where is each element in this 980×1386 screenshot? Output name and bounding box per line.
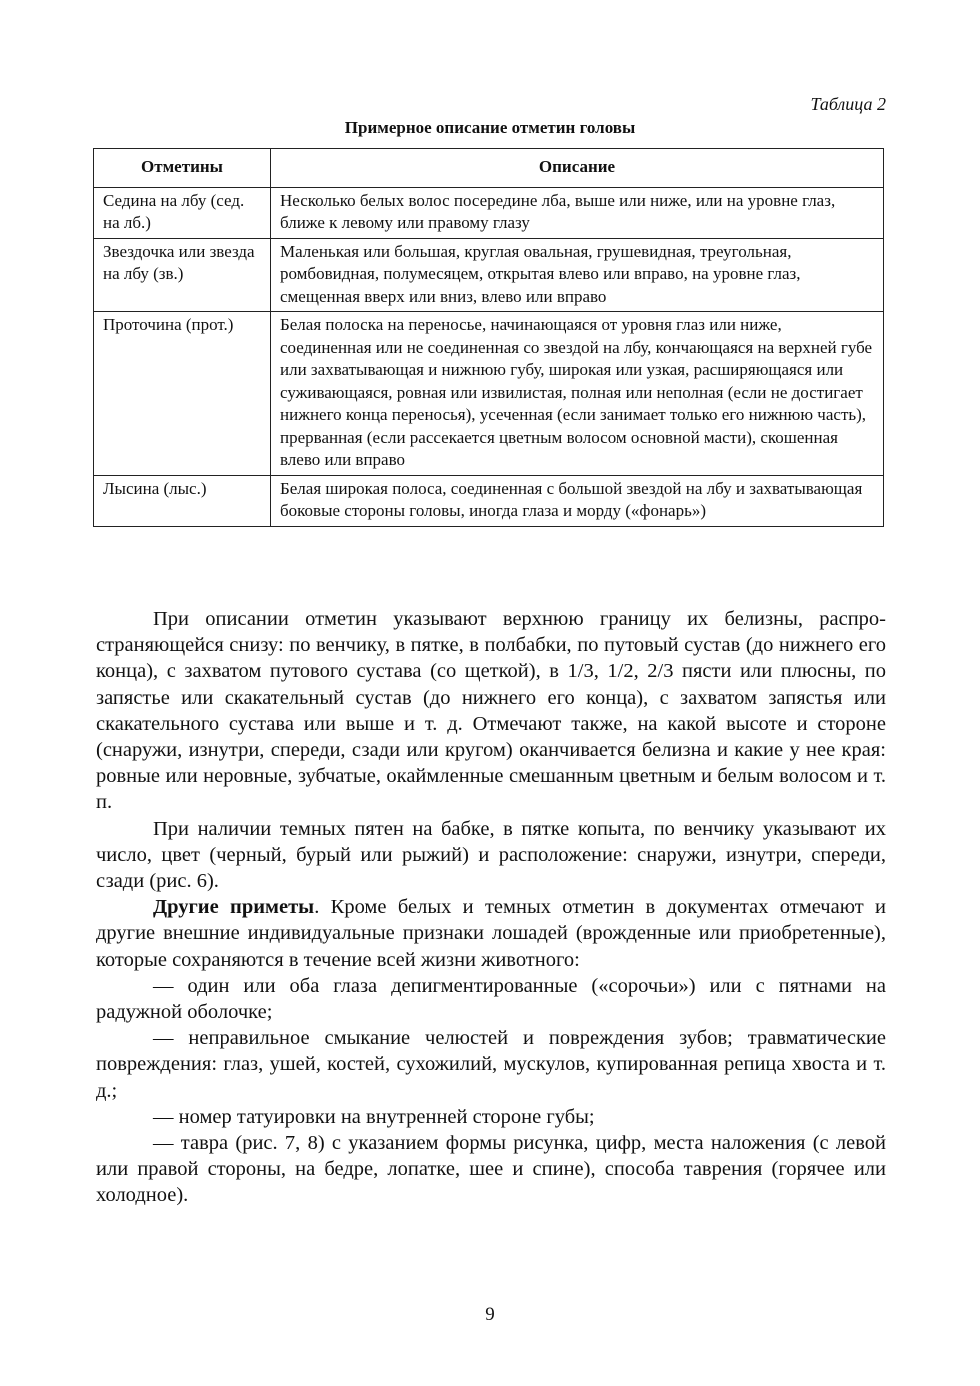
- mark-cell: Лысина (лыс.): [94, 475, 271, 526]
- table-row: [94, 312, 884, 476]
- list-item: — номер татуировки на внутренней стороне губы;: [153, 1105, 595, 1128]
- list-item: — неправильное смыкание челюстей и повреждения зубов; травматические повреждения: глаз, ушей, костей, сухожилий, мускулов, купированная репица хвоста и т. д.;: [96, 1027, 886, 1102]
- description-cell: Белая широкая полоса, соединенная с большой звездой на лбу и захватывающая боковые стороны головы, иногда глаза и морду («фонарь»): [271, 475, 884, 526]
- paragraph: При наличии темных пятен на бабке, в пятке копыта, по венчику указывают их число, цвет (черный, бурый или рыжий) и расположение: снаружи, изнутри, спереди, сзади (рис. 6).: [96, 817, 886, 893]
- paragraph-text: . Кроме белых и темных отметин в документах отмечают и другие внешние индивидуальные признаки лошадей (врожденные или приобретенные), которые сохраняются в течение всей жизни животного:: [96, 896, 887, 971]
- mark-cell: Седина на лбу (сед. на лб.): [94, 187, 271, 238]
- column-header-description: Описание: [271, 149, 884, 188]
- page-number: 9: [485, 1304, 495, 1325]
- paragraph: [96, 894, 886, 973]
- mark-cell: Проточина (прот.): [94, 312, 271, 476]
- table-header-row: [94, 149, 884, 188]
- section-heading: Другие приметы: [153, 896, 315, 919]
- table-row: [94, 187, 884, 238]
- list-item: — один или оба глаза депигментированные («сорочьи») или с пятнами на радужной оболочке;: [96, 974, 886, 1024]
- table-label: Таблица 2: [810, 94, 886, 114]
- mark-cell: Звездочка или звезда на лбу (зв.): [94, 238, 271, 312]
- paragraph: При описании отметин указывают верхнюю границу их белизны, распространяющейся снизу: по венчику, в пятке, в полбабки, по путовый сустав (до нижнего его конца), с захватом путового сустава (со щеткой), в 1/3, 1/2, 2/3 пясти или плюсны, по запястье или скакательный сустав (до нижнего его конца), с захватом запястья или скакательного сустава или выше и т. д. Отмечают также, на какой высоте и стороне (снаружи, изнутри, спереди, сзади или кругом) оканчивается белизна и какие у нее края: ровные или неровные, зубчатые, окаймленные смешанным цветным и белым волосом и т. п.: [96, 608, 886, 814]
- head-marks-table: [93, 148, 884, 527]
- table-row: [94, 475, 884, 526]
- table-row: [94, 238, 884, 312]
- description-cell: Белая полоска на переносье, начинающаяся от уровня глаз или ниже, соединенная или не соединенная со звездой на лбу, кончающаяся на верхней губе или захватывающая и нижнюю губу, широкая или узкая, расширяющаяся или суживающаяся, ровная или извилистая, полная или неполная (если не достигает нижнего конца переносья), усеченная (если занимает только его нижнюю часть), прерванная (если рассекается цветным волосом основной масти), скошенная влево или вправо: [271, 312, 884, 476]
- list-item: — тавра (рис. 7, 8) с указанием формы рисунка, цифр, места наложения (с левой или правой стороны, на бедре, лопатке, шее и спине), способа таврения (горячее или холодное).: [96, 1132, 886, 1207]
- column-header-marks: Отметины: [94, 149, 271, 188]
- description-cell: Несколько белых волос посередине лба, выше или ниже, или на уровне глаз, ближе к левому или правому глазу: [271, 187, 884, 238]
- description-cell: Маленькая или большая, круглая овальная, грушевидная, треугольная, ромбовидная, полумесяцем, открытая влево или вправо, на уровне глаз, смещенная вверх или вниз, влево или вправо: [271, 238, 884, 312]
- body-text: [96, 606, 886, 1209]
- table-title: Примерное описание отметин головы: [344, 118, 636, 137]
